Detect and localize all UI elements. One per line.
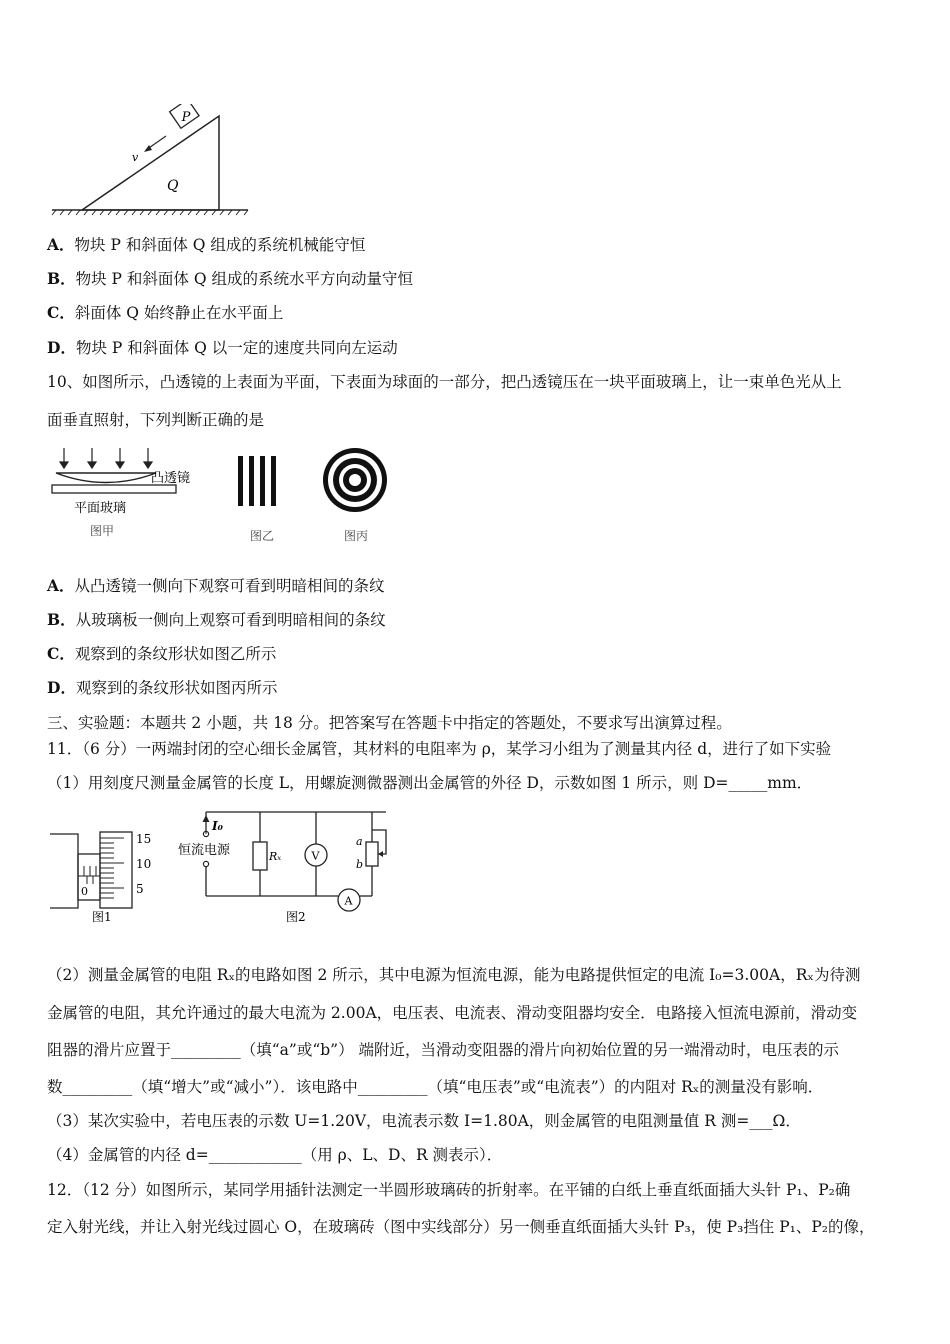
incident-light-arrows	[60, 448, 152, 468]
current-label: I₀	[212, 819, 223, 833]
q10-option-key: D．	[47, 678, 76, 697]
q10-option-key: A．	[47, 576, 75, 595]
velocity-label: v	[132, 151, 139, 164]
q11-stem: 11．（6 分）一两端封闭的空心细长金属管，其材料的电阻率为 ρ，某学习小组为了测量其内径 d，进行了如下实验	[47, 740, 832, 758]
q9-option-text: 物块 P 和斜面体 Q 以一定的速度共同向左运动	[75, 339, 398, 357]
q10-stem-line2: 面垂直照射，下列判断正确的是	[47, 411, 265, 429]
q10-option-key: C．	[47, 644, 75, 663]
q10-option-text: 观察到的条纹形状如图丙所示	[75, 679, 278, 697]
voltmeter-label: V	[311, 849, 320, 863]
fig-bing-caption: 图丙	[344, 529, 369, 543]
lens-label: 凸透镜	[151, 471, 191, 486]
fig-bing	[318, 446, 398, 546]
ammeter-label: A	[344, 894, 353, 908]
q9-option-text: 物块 P 和斜面体 Q 组成的系统水平方向动量守恒	[75, 270, 413, 288]
resistor-rx	[253, 842, 267, 870]
q10-option-a	[47, 576, 385, 596]
fig-jia	[48, 446, 208, 542]
q9-option-c	[47, 303, 283, 323]
q10-option-b	[47, 610, 386, 630]
q9-option-key: A．	[47, 235, 75, 254]
block-label: P	[181, 109, 191, 125]
slider-b-label: b	[356, 858, 364, 871]
sleeve-mm-marks	[84, 866, 96, 884]
thimble-scale-marks	[100, 838, 124, 898]
q9-option-key: B．	[47, 269, 76, 288]
fig1-micrometer	[48, 826, 180, 926]
q9-option-d	[47, 338, 398, 358]
wedge-q	[82, 116, 219, 210]
thimble-tick-5: 5	[136, 882, 144, 896]
sleeve-zero-label: 0	[81, 885, 88, 898]
q11-part1: （1）用刻度尺测量金属管的长度 L，用螺旋测微器测出金属管的外径 D，示数如图 1 所示，则 D=_____mm．	[47, 774, 813, 792]
source-label: 恒流电源	[178, 843, 231, 858]
q10-option-c	[47, 644, 276, 664]
incline-figure	[48, 104, 253, 220]
section3-header: 三、实验题：本题共 2 小题，共 18 分。把答案写在答题卡中指定的答题处，不要求写出演算过程。	[47, 714, 732, 732]
q11-part2-line1: （2）测量金属管的电阻 Rₓ的电路如图 2 所示，其中电源为恒流电源，能为电路提供恒定的电流 I₀=3.00A，Rₓ为待测	[47, 966, 861, 984]
q9-option-text: 斜面体 Q 始终静止在水平面上	[74, 304, 284, 322]
q9-option-key: C．	[47, 303, 75, 322]
q12-line2: 定入射光线，并让入射光线过圆心 O，在玻璃砖（图中实线部分）另一侧垂直纸面插大头针 P₃，使 P₃挡住 P₁、P₂的像，	[47, 1218, 875, 1236]
q11-part2-line4: 数_________（填“增大”或“减小”）．该电路中_________（填“电压表”或“电流表”）的内阻对 Rₓ的测量没有影响．	[47, 1078, 824, 1096]
q9-option-b	[47, 269, 413, 289]
slider-a-label: a	[356, 835, 363, 848]
q9-option-text: 物块 P 和斜面体 Q 组成的系统机械能守恒	[74, 236, 366, 254]
newton-rings	[323, 448, 387, 512]
fig1-caption: 图1	[92, 910, 112, 924]
q10-stem-line1: 10、如图所示，凸透镜的上表面为平面，下表面为球面的一部分，把凸透镜压在一块平面玻璃上，让一束单色光从上	[47, 373, 842, 391]
thimble-tick-15: 15	[136, 832, 152, 846]
convex-lens	[56, 473, 156, 483]
fig-yi-caption: 图乙	[250, 529, 275, 543]
resistor-rx-label: Rₓ	[269, 850, 282, 863]
q10-option-text: 从凸透镜一侧向下观察可看到明暗相间的条纹	[74, 577, 385, 595]
rheostat-slider-arrowhead	[378, 851, 383, 857]
straight-fringes	[238, 456, 276, 506]
glass-label: 平面玻璃	[74, 501, 127, 516]
fig2-circuit	[178, 808, 400, 926]
current-arrowhead	[203, 815, 210, 822]
q11-part4: （4）金属管的内径 d=____________（用 ρ、L、D、R 测表示）．	[47, 1146, 503, 1164]
fig-jia-caption: 图甲	[90, 524, 115, 538]
source-terminal-bottom	[203, 861, 208, 866]
rheostat	[366, 842, 378, 866]
q11-part2-line3: 阻器的滑片应置于_________（填“a”或“b”） 端附近，当滑动变阻器的滑片向初始位置的另一端滑动时，电压表的示	[47, 1041, 840, 1059]
fig2-caption: 图2	[286, 910, 306, 924]
q12-line1: 12．（12 分）如图所示，某同学用插针法测定一半圆形玻璃砖的折射率。在平铺的白纸上垂直纸面插大头针 P₁、P₂确	[47, 1181, 851, 1199]
flat-glass	[52, 485, 176, 493]
q10-option-text: 从玻璃板一侧向上观察可看到明暗相间的条纹	[75, 611, 386, 629]
q10-option-text: 观察到的条纹形状如图乙所示	[74, 645, 277, 663]
wedge-label: Q	[167, 178, 179, 194]
micrometer-frame	[50, 834, 78, 908]
q11-part3: （3）某次实验中，若电压表的示数 U=1.20V，电流表示数 I=1.80A，则金属管的电阻测量值 R 测=___Ω．	[47, 1112, 801, 1130]
fig-yi	[232, 456, 292, 546]
q11-part2-line2: 金属管的电阻，其允许通过的最大电流为 2.00A，电压表、电流表、滑动变阻器均安全．电路接入恒流电源前，滑动变	[47, 1004, 858, 1022]
thimble-tick-10: 10	[136, 857, 152, 871]
q10-option-key: B．	[47, 610, 76, 629]
q9-option-key: D．	[47, 338, 76, 357]
q10-option-d	[47, 678, 277, 698]
q9-option-a	[47, 235, 365, 255]
